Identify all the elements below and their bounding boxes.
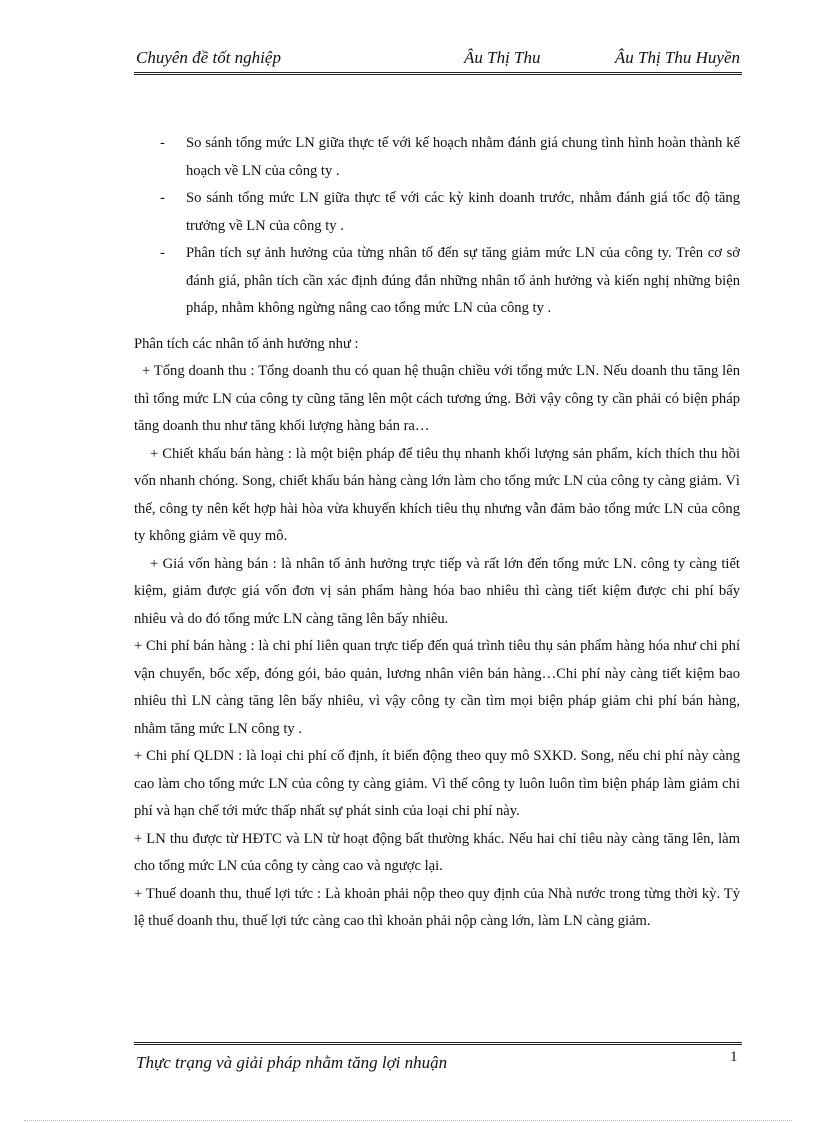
- bullet-text: So sánh tổng mức LN giữa thực tế với các kỳ kinh doanh trước, nhằm đánh giá tốc độ tăng trưởng về LN của công ty .: [186, 190, 740, 234]
- header-left-text: Chuyên đề tốt nghiệp: [136, 48, 281, 67]
- paragraph-discount: + Chiết khấu bán hàng : là một biện pháp để tiêu thụ nhanh khối lượng sản phẩm, kích thích thu hồi vốn nhanh chóng. Song, chiết khấu bán hàng càng lớn làm cho tổng mức LN của công ty càng giảm. Vì thế, công ty nên kết hợp hài hòa vừa khuyến khích tiêu thụ nhưng vẫn đảm bảo tổng mức LN của công ty không giảm về quy mô.: [134, 445, 740, 544]
- page-number: 1: [730, 1049, 738, 1065]
- paragraph-revenue: + Tổng doanh thu : Tổng doanh thu có quan hệ thuận chiều với tổng mức LN. Nếu doanh thu tăng lên thì tổng mức LN của công ty cũng tăng lên một cách tương ứng. Bởi vậy công ty cần phải có biện pháp tăng doanh thu như tăng khối lượng hàng bán ra…: [134, 363, 740, 434]
- bullet-marker: -: [160, 245, 165, 261]
- document-body: [134, 130, 740, 936]
- paragraph-financial-income: + LN thu được từ HĐTC và LN từ hoạt động bất thường khác. Nếu hai chỉ tiêu này càng tăng lên, làm cho tổng mức LN của công ty càng cao và ngược lại.: [134, 830, 740, 874]
- paragraph-cost-of-goods: + Giá vốn hàng bán : là nhân tố ảnh hưởng trực tiếp và rất lớn đến tổng mức LN. công ty càng tiết kiệm, giảm được giá vốn đơn vị sản phẩm hàng hóa bao nhiêu thì càng tiết kiệm được chi phí bấy nhiêu và do đó tổng mức LN càng tăng lên bấy nhiêu.: [134, 555, 740, 627]
- bullet-item: [134, 130, 740, 185]
- header-right-text: Âu Thị Thu Huyền: [614, 48, 740, 67]
- bullet-text: So sánh tổng mức LN giữa thực tế với kế hoạch nhằm đánh giá chung tình hình hoàn thành kế hoạch về LN của công ty .: [186, 135, 740, 179]
- bullet-marker: -: [160, 135, 165, 151]
- bullet-list: [134, 130, 740, 323]
- bullet-text: Phân tích sự ảnh hưởng của từng nhân tố đến sự tăng giảm mức LN của công ty. Trên cơ sở đánh giá, phân tích cần xác định đúng đắn những nhân tố ảnh hưởng và kiến nghị những biện pháp, nhằm không ngừng nâng cao tổng mức LN của công ty .: [186, 245, 740, 316]
- page-bottom-border: [24, 1120, 792, 1121]
- paragraph-intro: Phân tích các nhân tố ảnh hưởng như :: [134, 335, 359, 352]
- paragraph-taxes: + Thuế doanh thu, thuế lợi tức : Là khoản phải nộp theo quy định của Nhà nước trong từng thời kỳ. Tỷ lệ thuế doanh thu, thuế lợi tức càng cao thì khoản phải nộp càng lớn, làm LN càng giảm.: [134, 885, 740, 929]
- paragraph-selling-cost: + Chi phí bán hàng : là chi phí liên quan trực tiếp đến quá trình tiêu thụ sản phẩm hàng hóa như chi phí vận chuyển, bốc xếp, đóng gói, bảo quản, lương nhân viên bán hàng…Chi phí này càng tiết kiệm bao nhiêu thì LN càng tăng lên bấy nhiêu, vì vậy công ty cần tìm mọi biện pháp giảm chi phí bán hàng, nhằm tăng mức LN công ty .: [134, 638, 740, 737]
- footer-title: Thực trạng và giải pháp nhằm tăng lợi nhuận: [136, 1053, 448, 1072]
- bullet-marker: -: [160, 190, 165, 206]
- footer-rule: [134, 1042, 742, 1045]
- paragraph-admin-cost: + Chi phí QLDN : là loại chi phí cố định, ít biến động theo quy mô SXKD. Song, nếu chi phí này càng cao làm cho tổng mức LN của công ty càng giảm. Vì thế công ty luôn luôn tìm biện pháp làm giảm chi phí và hạn chế tới mức thấp nhất sự phát sinh của loại chi phí này.: [134, 748, 740, 819]
- page-header: [134, 46, 742, 74]
- bullet-item: [134, 240, 740, 323]
- bullet-item: [134, 185, 740, 240]
- header-middle-text: Âu Thị Thu: [464, 48, 541, 67]
- header-rule: [134, 72, 742, 75]
